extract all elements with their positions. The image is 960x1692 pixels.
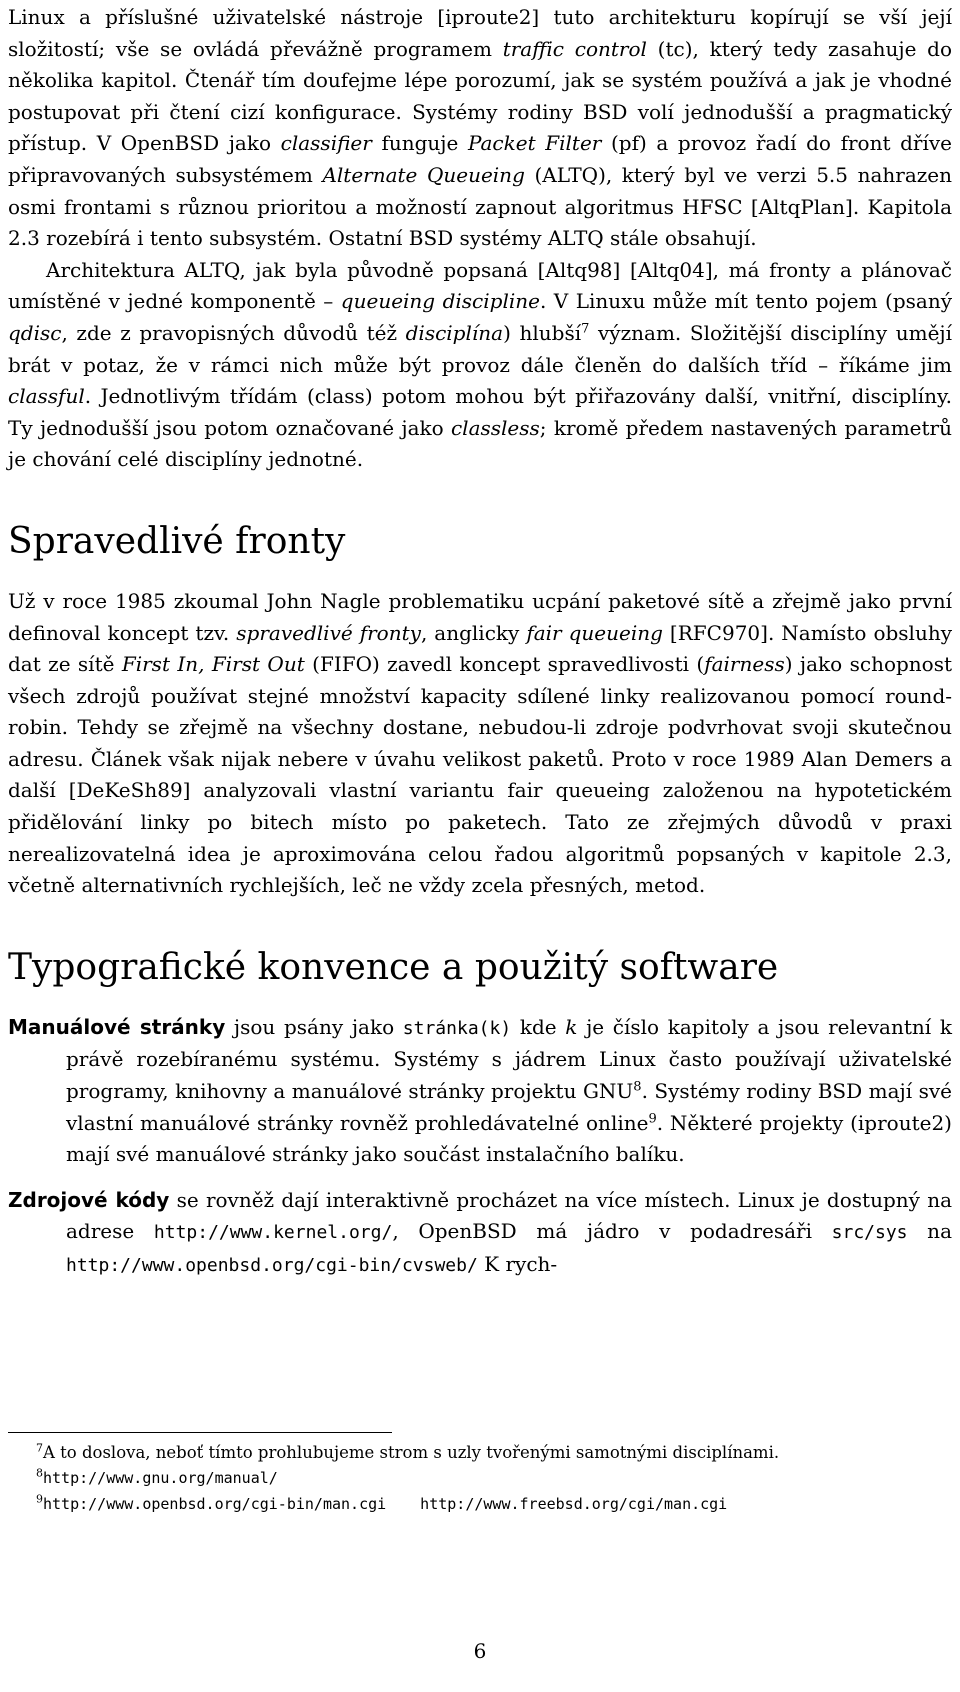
term-fifo: First In, First Out (121, 652, 305, 677)
term-fairness: fairness (704, 652, 785, 677)
term-traffic-control: traffic control (502, 36, 647, 61)
text: . Jednotlivým třídám (class) potom mohou být přiřazovány další, vnitřní, disciplíny. Ty jednodušší jsou potom označované jako (8, 384, 952, 440)
text: kde (511, 1014, 566, 1039)
text: . V Linuxu může mít tento pojem (psaný (539, 289, 952, 314)
text: (tc), který tedy zasahuje do několika kapitol. Čtenář tím doufejme lépe porozumí, jak se systém používá a jak je vhodné postupovat při čtení cizí konfigurace. Systémy rodiny BSD volí jednodušší a pragmatický přístup. V OpenBSD jako (8, 36, 952, 156)
footnote-ref-9[interactable]: 9 (648, 1110, 657, 1126)
text: se rovněž dají interaktivně procházet na více místech. Linux je dostupný na adrese (66, 1187, 952, 1244)
footnote-url-openbsd[interactable]: http://www.openbsd.org/cgi-bin/man.cgi (43, 1495, 387, 1513)
text: funguje (371, 131, 468, 156)
text: ; kromě předem nastavených parametrů je chování celé disciplíny jednotné. (8, 415, 952, 472)
text: Už v roce 1985 zkoumal John Nagle problematiku ucpání paketové sítě a zřejmě jako první definoval koncept tzv. (8, 588, 952, 645)
term-fair-queueing: fair queueing (526, 620, 663, 645)
term-classless: classless (450, 415, 540, 440)
term-packet-filter: Packet Filter (467, 131, 602, 156)
fair-queueing-paragraph (8, 586, 952, 902)
text: [RFC970]. Namísto obsluhy dat ze sítě (8, 620, 953, 677)
footnote-ref-7[interactable]: 7 (581, 321, 590, 337)
description-term: Zdrojové kódy (8, 1187, 170, 1212)
description-item-source-code (8, 1185, 952, 1282)
text: . Systémy rodiny BSD mají své vlastní manuálové stránky rovněž prohledávatelné online (66, 1079, 953, 1135)
text: jsou psány jako (225, 1014, 403, 1039)
footnote-9 (8, 1491, 952, 1517)
text: na (907, 1219, 952, 1244)
footnote-ref-8[interactable]: 8 (633, 1079, 642, 1095)
description-item-man-pages (8, 1012, 952, 1171)
term-classful: classful (8, 384, 85, 409)
text: je číslo kapitoly a jsou relevantní k právě rozebíranému systému. Systémy s jádrem Linux často používají uživatelské programy, knihovny a manuálové stránky projektu GNU (66, 1014, 952, 1104)
path-src-sys: src/sys (831, 1222, 908, 1244)
page-number: 6 (473, 1639, 487, 1663)
text: K rych- (477, 1252, 558, 1276)
term-spravedlive-fronty: spravedlivé fronty (236, 620, 421, 645)
term-alternate-queueing: Alternate Queueing (322, 162, 525, 187)
text: (FIFO) zavedl koncept spravedlivosti ( (304, 652, 705, 677)
url-kernel[interactable]: http://www.kernel.org/ (153, 1222, 393, 1244)
term-classifier: classifier (280, 131, 372, 156)
text: , OpenBSD má jádro v podadresáři (392, 1219, 832, 1244)
footnote-text: A to doslova, neboť tímto prohlubujeme strom s uzly tvořenými samotnými disciplínami. (43, 1443, 780, 1462)
text: význam. Složitější disciplíny umějí brát v potaz, že v rámci nich může být provoz dále členěn do dalších tříd – říkáme jim (8, 320, 952, 377)
footnote-7 (8, 1440, 952, 1465)
term-qdisc: qdisc (8, 320, 62, 345)
text: Architektura ALTQ, jak byla původně popsaná [Altq98] [Altq04], má fronty a plánovač umístěné v jedné komponentě – (8, 257, 952, 314)
text: (pf) a provoz řadí do front dříve připravovaných subsystémem (8, 131, 953, 187)
description-term: Manuálové stránky (8, 1014, 226, 1039)
section-heading-conventions: Typografické konvence a použitý software (8, 946, 779, 988)
url-openbsd-cvsweb[interactable]: http://www.openbsd.org/cgi-bin/cvsweb/ (66, 1255, 478, 1276)
footnote-number: 9 (36, 1492, 43, 1506)
text: , zde z pravopisných důvodů též (61, 320, 406, 345)
footnote-number: 8 (36, 1466, 43, 1480)
term-queueing-discipline: queueing discipline (340, 289, 540, 314)
term-disciplina: disciplína (405, 320, 504, 345)
intro-paragraph-1 (8, 2, 952, 255)
footnote-8 (8, 1465, 952, 1491)
footnote-rule (8, 1432, 392, 1433)
variable-k: k (565, 1014, 578, 1039)
intro-paragraph-2 (8, 255, 952, 476)
footnote-url[interactable]: http://www.gnu.org/manual/ (43, 1469, 278, 1487)
footnote-number: 7 (36, 1441, 43, 1455)
code-man-page: stránka(k) (402, 1017, 512, 1039)
section-heading-fair-queueing: Spravedlivé fronty (8, 520, 346, 562)
footnotes (8, 1440, 952, 1517)
text: ) jako schopnost všech zdrojů používat stejné množství kapacity sdílené linky realizovanou pomocí round-robin. Tehdy se zřejmě na všechny dostane, nebudou-li zdroje podvrhovat svoji skutečnou adresu. Článek však nijak nebere v úvahu velikost paketů. Proto v roce 1989 Alan Demers a další [DeKeSh89] analyzovali vlastní variantu fair queueing založenou na hypotetickém přidělování linky po bitech místo po paketech. Tato ze zřejmých důvodů v praxi nerealizovatelná idea je aproximována celou řadou algoritmů popsaných v kapitole 2.3, včetně alternativních rychlejších, leč ne vždy zcela přesných, metod. (8, 652, 953, 898)
text: (ALTQ), který byl ve verzi 5.5 nahrazen osmi frontami s různou prioritou a možností zapnout algoritmus HFSC [AltqPlan]. Kapitola 2.3 rozebírá i tento subsystém. Ostatní BSD systémy ALTQ stále obsahují. (8, 162, 953, 251)
footnote-url-freebsd[interactable]: http://www.freebsd.org/cgi/man.cgi (420, 1495, 728, 1513)
text: Linux a příslušné uživatelské nástroje [iproute2] tuto architekturu kopírují se vší její složitostí; vše se ovládá převážně programem (8, 5, 952, 61)
text: , anglicky (420, 620, 527, 645)
text: ) hlubší (503, 320, 582, 345)
text: . Některé projekty (iproute2) mají své manuálové stránky jako součást instalačního balíku. (66, 1110, 952, 1167)
